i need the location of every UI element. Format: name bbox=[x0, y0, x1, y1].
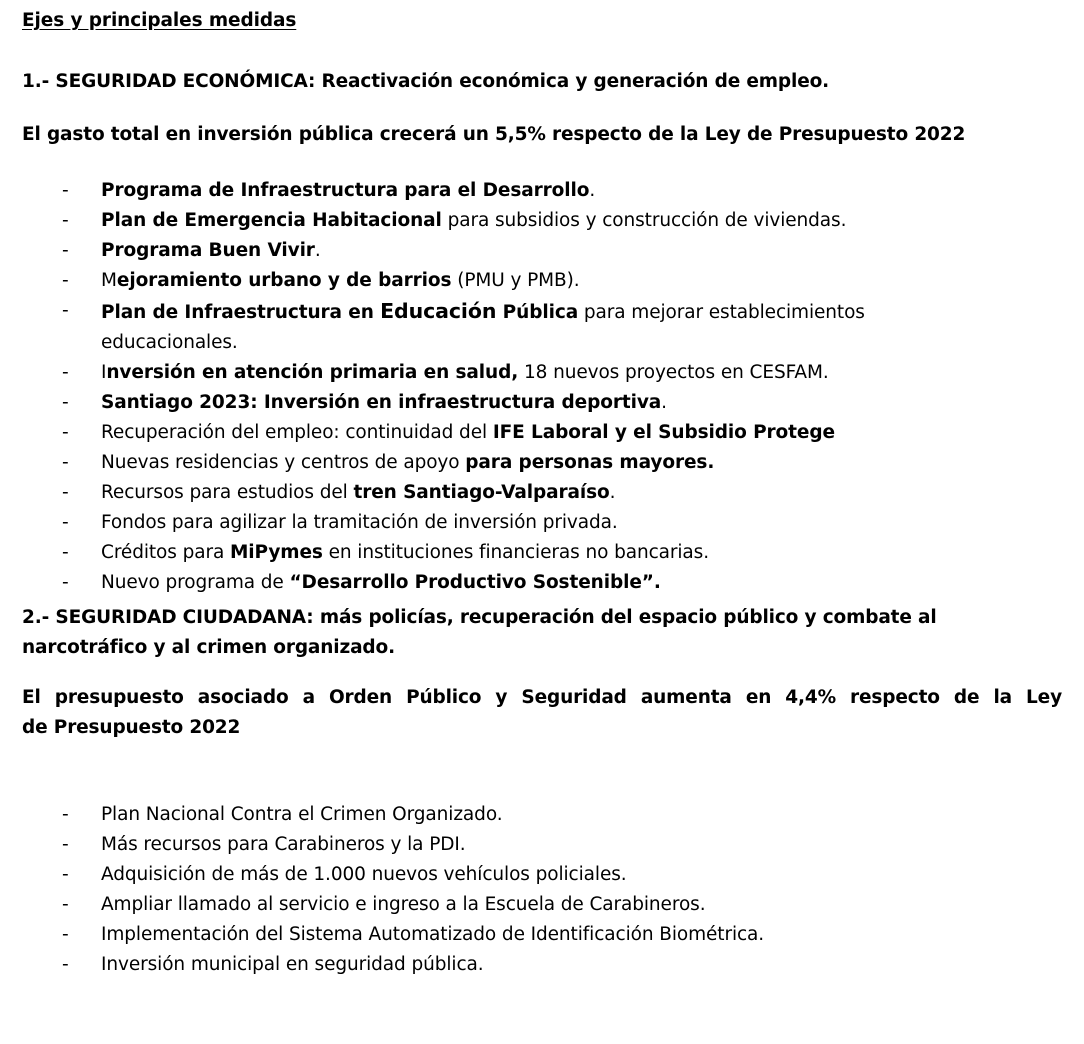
bullet-marker: - bbox=[62, 482, 69, 503]
list-item-plain-lead: Nuevas residencias y centros de apoyo bbox=[101, 452, 466, 473]
list-item bbox=[0, 296, 1084, 358]
section-2-heading-line-1: 2.- SEGURIDAD CIUDADANA: más policías, recuperación del espacio público y combate al bbox=[22, 607, 937, 628]
list-item-text bbox=[101, 508, 1054, 538]
list-item bbox=[0, 418, 1084, 448]
bullet-marker: - bbox=[62, 804, 69, 825]
list-item bbox=[0, 920, 1084, 950]
bullet-marker: - bbox=[62, 452, 69, 473]
list-item-plain-lead: Recuperación del empleo: continuidad del bbox=[101, 422, 493, 443]
list-item bbox=[0, 176, 1084, 206]
list-item-text bbox=[101, 388, 1054, 418]
list-item-text: Más recursos para Carabineros y la PDI. bbox=[101, 834, 466, 855]
list-item-plain: 18 nuevos proyectos en CESFAM. bbox=[518, 362, 829, 383]
list-item bbox=[0, 236, 1084, 266]
list-item bbox=[0, 448, 1084, 478]
bullet-marker: - bbox=[62, 572, 69, 593]
bullet-marker: - bbox=[62, 512, 69, 533]
list-item bbox=[0, 358, 1084, 388]
list-item-plain: para subsidios y construcción de viviendas. bbox=[441, 210, 847, 231]
list-item-bold: IFE Laboral y el Subsidio Protege bbox=[492, 422, 835, 443]
list-item-bold: “Desarrollo Productivo Sostenible”. bbox=[289, 572, 661, 593]
list-item bbox=[0, 568, 1084, 598]
section-2-bullet-list bbox=[0, 800, 1084, 980]
list-item-lead-char: I bbox=[101, 362, 107, 383]
list-item-text: Adquisición de más de 1.000 nuevos vehículos policiales. bbox=[101, 864, 627, 885]
bullet-marker: - bbox=[62, 392, 69, 413]
list-item-text bbox=[101, 418, 1054, 448]
list-item bbox=[0, 508, 1084, 538]
bullet-marker: - bbox=[62, 240, 69, 261]
list-item bbox=[0, 538, 1084, 568]
list-item-bold: Programa de Infraestructura para el Desarrollo bbox=[101, 180, 590, 201]
list-item-plain: . bbox=[589, 180, 596, 201]
list-item-text bbox=[101, 448, 1054, 478]
list-item bbox=[0, 800, 1084, 830]
list-item-wrapped-line: educacionales. bbox=[101, 332, 238, 353]
list-item-plain: . bbox=[609, 482, 616, 503]
list-item-text bbox=[101, 266, 1054, 296]
bullet-marker: - bbox=[62, 180, 69, 201]
bullet-marker: - bbox=[62, 894, 69, 915]
bullet-marker: - bbox=[62, 270, 69, 291]
list-item-plain: en instituciones financieras no bancarias. bbox=[322, 542, 709, 563]
list-item-bold: nversión en atención primaria en salud, bbox=[106, 362, 519, 383]
list-item bbox=[0, 860, 1084, 890]
list-item-text bbox=[101, 296, 1054, 358]
bullet-marker: - bbox=[62, 954, 69, 975]
bullet-marker: - bbox=[62, 300, 69, 321]
list-item-text bbox=[101, 538, 1054, 568]
list-item-plain-lead: Créditos para bbox=[101, 542, 230, 563]
list-item-text bbox=[101, 358, 1054, 388]
section-1-heading: 1.- SEGURIDAD ECONÓMICA: Reactivación económica y generación de empleo. bbox=[22, 71, 830, 92]
list-item bbox=[0, 388, 1084, 418]
bullet-marker: - bbox=[62, 864, 69, 885]
bullet-marker: - bbox=[62, 422, 69, 443]
list-item bbox=[0, 266, 1084, 296]
list-item-text bbox=[101, 176, 1054, 206]
section-2-lead-line-1: El presupuesto asociado a Orden Público y Seguridad aumenta en 4,4% respecto de la Ley bbox=[22, 687, 1062, 708]
list-item-bold-2: Pública bbox=[496, 302, 579, 323]
list-item-plain-lead: Nuevo programa de bbox=[101, 572, 290, 593]
list-item-plain: (PMU y PMB). bbox=[451, 270, 580, 291]
list-item-bold: MiPymes bbox=[229, 542, 323, 563]
section-2-lead-line-2: de Presupuesto 2022 bbox=[22, 717, 241, 738]
list-item-bold: para personas mayores. bbox=[465, 452, 715, 473]
list-item-plain: para mejorar establecimientos bbox=[578, 302, 865, 323]
list-item-text: Implementación del Sistema Automatizado de Identificación Biométrica. bbox=[101, 924, 765, 945]
list-item bbox=[0, 830, 1084, 860]
bullet-marker: - bbox=[62, 362, 69, 383]
list-item-bold-emphasis: Educación bbox=[380, 299, 497, 323]
list-item-bold: tren Santiago-Valparaíso bbox=[353, 482, 610, 503]
list-item-bold: Programa Buen Vivir bbox=[101, 240, 315, 261]
list-item-text: Inversión municipal en seguridad pública. bbox=[101, 954, 484, 975]
bullet-marker: - bbox=[62, 542, 69, 563]
section-1-bullet-list bbox=[0, 176, 1084, 598]
list-item-text bbox=[101, 478, 1054, 508]
section-2-lead-paragraph bbox=[22, 683, 1062, 743]
section-2-heading-line-2: narcotráfico y al crimen organizado. bbox=[22, 637, 395, 658]
list-item-bold: ejoramiento urbano y de barrios bbox=[116, 270, 452, 291]
list-item bbox=[0, 950, 1084, 980]
list-item-plain-lead: Fondos para agilizar la tramitación de inversión privada. bbox=[101, 512, 618, 533]
bullet-marker: - bbox=[62, 834, 69, 855]
list-item bbox=[0, 206, 1084, 236]
list-item-text: Plan Nacional Contra el Crimen Organizado. bbox=[101, 804, 503, 825]
list-item-lead-char: M bbox=[101, 270, 117, 291]
list-item-plain-lead: Recursos para estudios del bbox=[101, 482, 354, 503]
list-item-bold: Plan de Infraestructura en bbox=[101, 302, 381, 323]
list-item-text: Ampliar llamado al servicio e ingreso a la Escuela de Carabineros. bbox=[101, 894, 706, 915]
list-item-bold: Santiago 2023: Inversión en infraestructura deportiva bbox=[101, 392, 662, 413]
list-item-plain: . bbox=[314, 240, 321, 261]
list-item-text bbox=[101, 568, 1054, 598]
list-item-bold: Plan de Emergencia Habitacional bbox=[101, 210, 442, 231]
section-2-heading bbox=[22, 603, 1027, 663]
section-1-lead-paragraph: El gasto total en inversión pública crecerá un 5,5% respecto de la Ley de Presupuesto 2022 bbox=[22, 124, 966, 145]
bullet-marker: - bbox=[62, 210, 69, 231]
list-item-text bbox=[101, 206, 1054, 236]
page-title: Ejes y principales medidas bbox=[22, 10, 297, 31]
list-item bbox=[0, 890, 1084, 920]
list-item-plain: . bbox=[661, 392, 667, 413]
bullet-marker: - bbox=[62, 924, 69, 945]
list-item-text bbox=[101, 236, 1054, 266]
list-item bbox=[0, 478, 1084, 508]
